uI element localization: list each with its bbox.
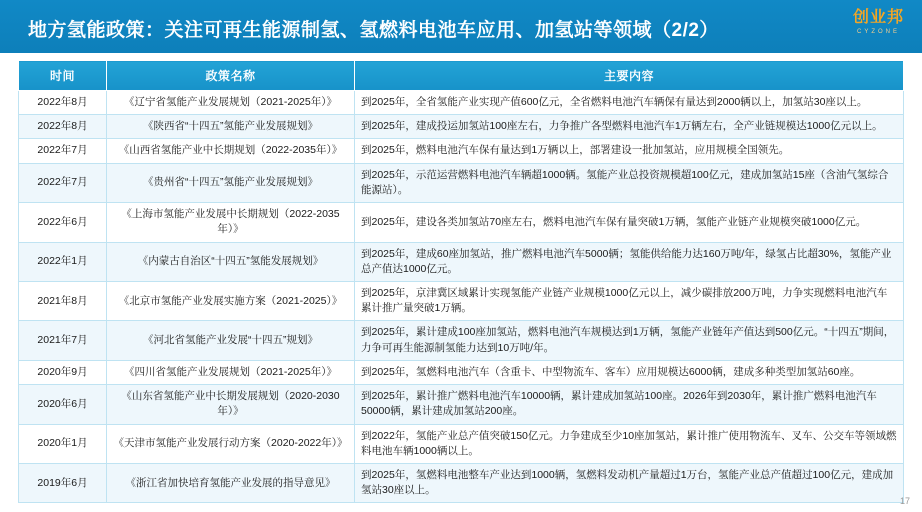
table-header-row — [19, 61, 904, 91]
column-header-content: 主要内容 — [355, 61, 904, 91]
cell-time: 2021年7月 — [19, 321, 107, 360]
cell-content: 到2025年，建成投运加氢站100座左右，力争推广各型燃料电池汽车1万辆左右，全产业链规模达1000亿元以上。 — [355, 115, 904, 139]
cell-policy-name: 《天津市氢能产业发展行动方案（2020-2022年）》 — [107, 424, 355, 463]
table-row — [19, 321, 904, 360]
cell-policy-name: 《山西省氢能产业中长期规划（2022-2035年）》 — [107, 139, 355, 163]
table-row — [19, 385, 904, 424]
cell-policy-name: 《浙江省加快培育氢能产业发展的指导意见》 — [107, 463, 355, 502]
cell-policy-name: 《四川省氢能产业发展规划（2021-2025年）》 — [107, 360, 355, 384]
slide-header — [0, 0, 922, 53]
table-head — [19, 61, 904, 91]
cell-time: 2022年8月 — [19, 115, 107, 139]
table-row — [19, 424, 904, 463]
table-row — [19, 242, 904, 281]
cell-time: 2019年6月 — [19, 463, 107, 502]
table-row — [19, 91, 904, 115]
cell-policy-name: 《河北省氢能产业发展“十四五”规划》 — [107, 321, 355, 360]
cell-content: 到2025年，累计推广燃料电池汽车10000辆，累计建成加氢站100座。2026年到2030年，累计推广燃料电池汽车50000辆，累计建成加氢站200座。 — [355, 385, 904, 424]
table-body — [19, 91, 904, 503]
cell-policy-name: 《上海市氢能产业发展中长期规划（2022-2035年）》 — [107, 203, 355, 242]
policy-table — [18, 60, 904, 503]
brand-logo-cn: 创业邦 — [852, 9, 904, 26]
cell-content: 到2022年，氢能产业总产值突破150亿元。力争建成至少10座加氢站，累计推广使用物流车、叉车、公交车等领域燃料电池车辆1000辆以上。 — [355, 424, 904, 463]
table-row — [19, 463, 904, 502]
cell-policy-name: 《陕西省“十四五”氢能产业发展规划》 — [107, 115, 355, 139]
table-row — [19, 281, 904, 320]
cell-time: 2022年7月 — [19, 163, 107, 202]
page-number: 17 — [899, 496, 910, 506]
cell-time: 2022年1月 — [19, 242, 107, 281]
cell-content: 到2025年，燃料电池汽车保有量达到1万辆以上，部署建设一批加氢站，应用规模全国领先。 — [355, 139, 904, 163]
cell-content: 到2025年，氢燃料电池整车产业达到1000辆，氢燃料发动机产量超过1万台，氢能产业总产值超过100亿元，建成加氢站30座以上。 — [355, 463, 904, 502]
cell-content: 到2025年，建成60座加氢站，推广燃料电池汽车5000辆；氢能供给能力达160万吨/年，绿氢占比超30%，氢能产业总产值达1000亿元。 — [355, 242, 904, 281]
cell-policy-name: 《贵州省“十四五”氢能产业发展规划》 — [107, 163, 355, 202]
page-title: 地方氢能政策：关注可再生能源制氢、氢燃料电池车应用、加氢站等领域（2/2） — [28, 20, 719, 41]
table-row — [19, 203, 904, 242]
column-header-time: 时间 — [19, 61, 107, 91]
cell-content: 到2025年，累计建成100座加氢站，燃料电池汽车规模达到1万辆，氢能产业链年产值达到500亿元。“十四五”期间，力争可再生能源制氢能力达到10万吨/年。 — [355, 321, 904, 360]
cell-content: 到2025年，京津冀区域累计实现氢能产业链产业规模1000亿元以上，减少碳排放200万吨，力争实现燃料电池汽车累计推广量突破1万辆。 — [355, 281, 904, 320]
cell-time: 2022年8月 — [19, 91, 107, 115]
brand-logo — [853, 10, 904, 35]
cell-content: 到2025年，氢燃料电池汽车（含重卡、中型物流车、客车）应用规模达6000辆，建成多种类型加氢站60座。 — [355, 360, 904, 384]
cell-time: 2022年7月 — [19, 139, 107, 163]
cell-policy-name: 《北京市氢能产业发展实施方案（2021-2025）》 — [107, 281, 355, 320]
table-row — [19, 139, 904, 163]
cell-time: 2020年9月 — [19, 360, 107, 384]
cell-policy-name: 《内蒙古自治区“十四五”氢能发展规划》 — [107, 242, 355, 281]
cell-time: 2020年6月 — [19, 385, 107, 424]
cell-policy-name: 《山东省氢能产业中长期发展规划（2020-2030年）》 — [107, 385, 355, 424]
brand-logo-en: CYZONE — [856, 29, 900, 35]
table-row — [19, 360, 904, 384]
cell-time: 2021年8月 — [19, 281, 107, 320]
cell-time: 2020年1月 — [19, 424, 107, 463]
policy-table-container — [18, 60, 904, 503]
cell-policy-name: 《辽宁省氢能产业发展规划（2021-2025年）》 — [107, 91, 355, 115]
cell-content: 到2025年，全省氢能产业实现产值600亿元，全省燃料电池汽车辆保有量达到2000辆以上，加氢站30座以上。 — [355, 91, 904, 115]
cell-content: 到2025年，示范运营燃料电池汽车辆超1000辆。氢能产业总投资规模超100亿元，建成加氢站15座（含油气氢综合能源站）。 — [355, 163, 904, 202]
cell-time: 2022年6月 — [19, 203, 107, 242]
table-row — [19, 115, 904, 139]
cell-content: 到2025年，建设各类加氢站70座左右，燃料电池汽车保有量突破1万辆，氢能产业链产业规模突破1000亿元。 — [355, 203, 904, 242]
table-row — [19, 163, 904, 202]
column-header-name: 政策名称 — [107, 61, 355, 91]
